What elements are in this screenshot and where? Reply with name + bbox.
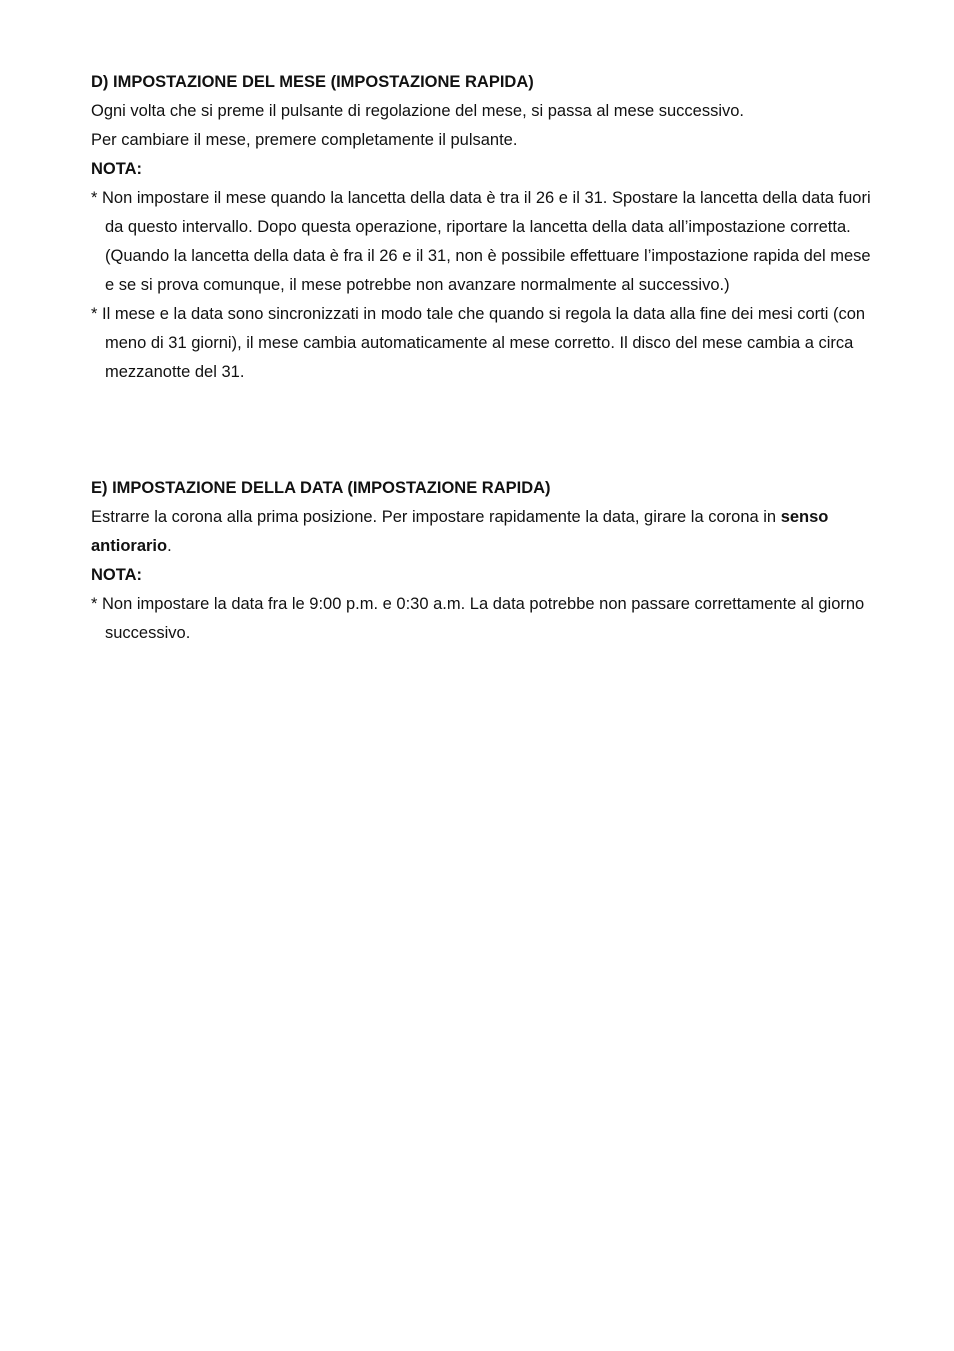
section-d-note-bullet-1: * Non impostare il mese quando la lancetta della data è tra il 26 e il 31. Spostare la lancetta della data fuori da questo intervallo. Dopo questa operazione, riportare la lancetta della data all’impostazione corretta. (Quando la lancetta della data è fra il 26 e il 31, non è possibile effettuare l’impostazione rapida del mese e se si prova comunque, il mese potrebbe non avanzare normalmente al successivo.) — [91, 189, 871, 294]
section-d-note-label: NOTA: — [91, 160, 143, 178]
section-d-note-bullet-2: * Il mese e la data sono sincronizzati in modo tale che quando si regola la data alla fine dei mesi corti (con meno di 31 giorni), il mese cambia automaticamente al mese corretto. Il disco del mese cambia a circa mezzanotte del 31. — [91, 305, 866, 381]
section-e-line-1 — [91, 503, 881, 561]
section-e-line-1-text: Estrarre la corona alla prima posizione. Per impostare rapidamente la data, girare la corona in — [91, 508, 781, 526]
section-d-line-2: Per cambiare il mese, premere completamente il pulsante. — [91, 131, 518, 149]
section-e-line-1-bold: senso antiorario — [91, 508, 829, 555]
section-e-line-1-end: . — [167, 537, 172, 555]
section-spacer — [91, 387, 881, 474]
section-d-title: D) IMPOSTAZIONE DEL MESE (IMPOSTAZIONE RAPIDA) — [91, 73, 534, 91]
section-e-title: E) IMPOSTAZIONE DELLA DATA (IMPOSTAZIONE RAPIDA) — [91, 479, 551, 497]
section-d-line-1: Ogni volta che si preme il pulsante di regolazione del mese, si passa al mese successivo. — [91, 102, 744, 120]
section-e-note-bullet-1: * Non impostare la data fra le 9:00 p.m. e 0:30 a.m. La data potrebbe non passare correttamente al giorno successivo. — [91, 595, 865, 642]
section-d — [91, 68, 881, 387]
section-e — [91, 474, 881, 648]
document-page — [91, 68, 881, 648]
section-e-note-label: NOTA: — [91, 566, 143, 584]
